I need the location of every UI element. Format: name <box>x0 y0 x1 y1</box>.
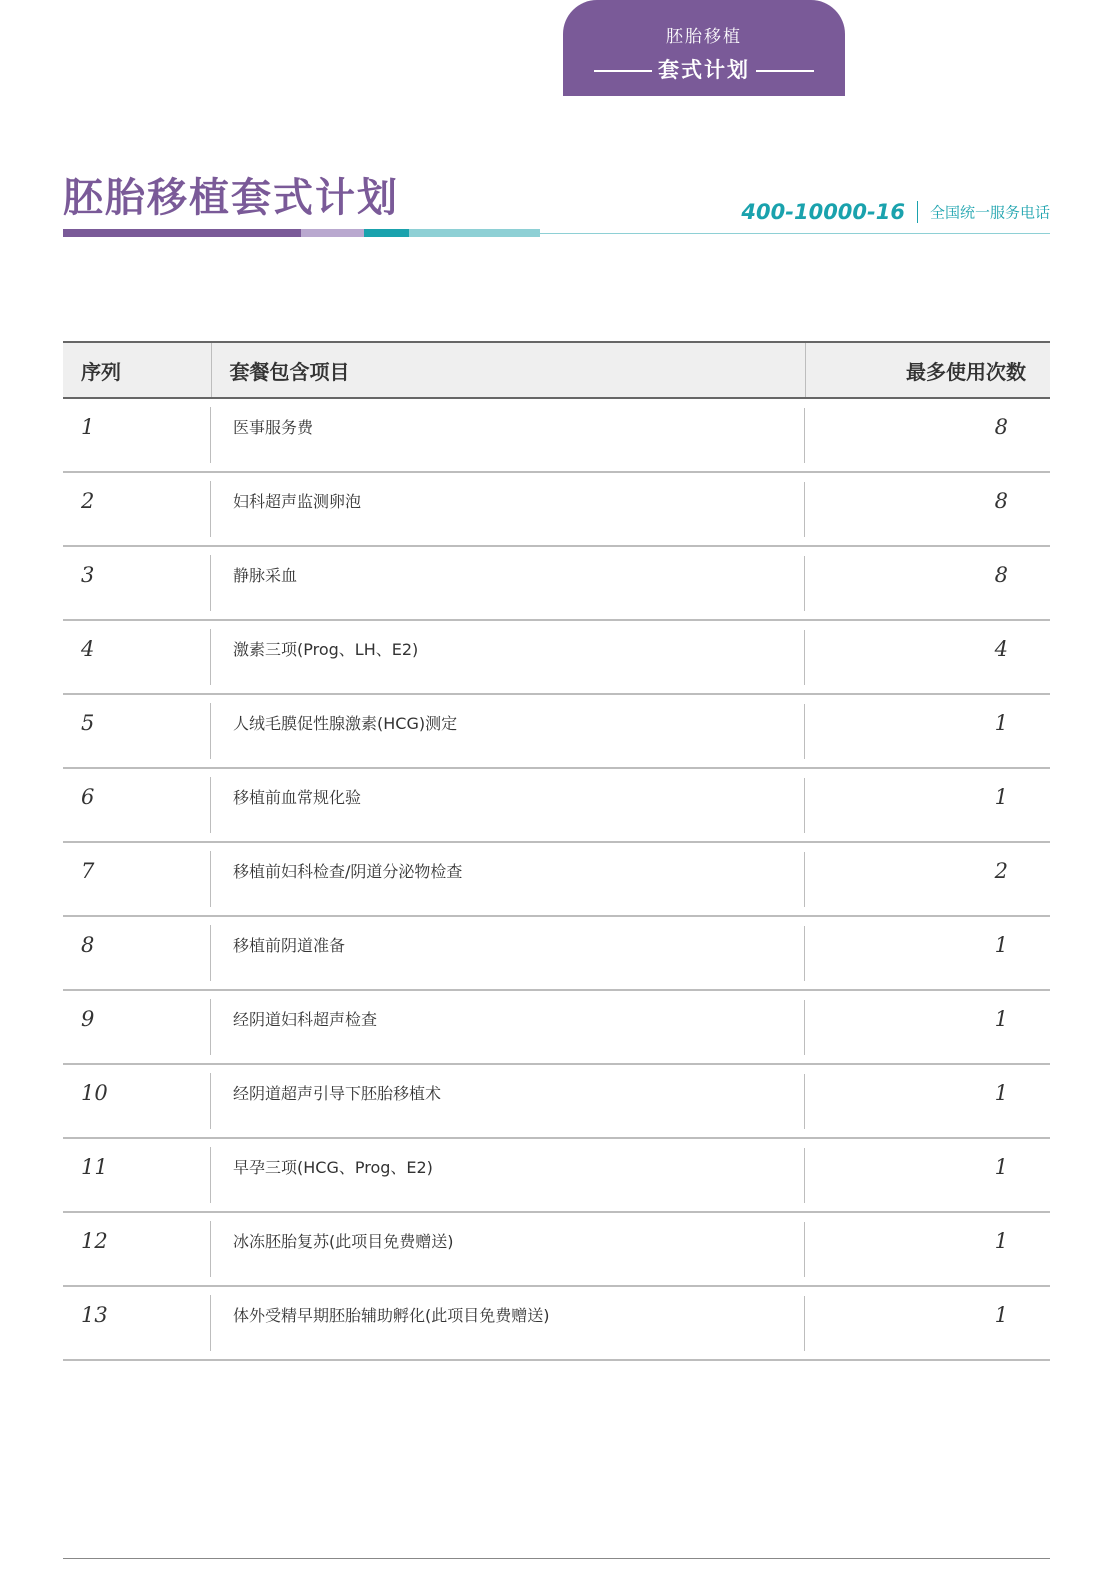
cell-count <box>805 546 1050 620</box>
title-underline-thin <box>540 233 1050 234</box>
cell-sequence-text: 12 <box>63 1213 211 1285</box>
cell-sequence-text: 2 <box>63 473 211 545</box>
cell-count-text: 1 <box>994 933 1008 957</box>
header-tab-line1: 胚胎移植 <box>666 27 742 47</box>
cell-count-text: 1 <box>994 711 1008 735</box>
cell-item-text: 早孕三项(HCG、Prog、E2) <box>211 1140 805 1211</box>
table-row <box>63 990 1050 1064</box>
cell-count-text: 1 <box>994 1007 1008 1031</box>
cell-item <box>211 1138 805 1212</box>
table-body <box>63 398 1050 1360</box>
cell-item-text: 激素三项(Prog、LH、E2) <box>211 622 805 693</box>
table-row <box>63 1138 1050 1212</box>
title-underline-lavender <box>301 229 364 237</box>
table-row <box>63 398 1050 472</box>
cell-item-text: 经阴道超声引导下胚胎移植术 <box>211 1066 805 1137</box>
cell-item <box>211 398 805 472</box>
cell-item-text: 移植前阴道准备 <box>211 918 805 989</box>
cell-item <box>211 916 805 990</box>
cell-item <box>211 546 805 620</box>
cell-sequence <box>63 1064 211 1138</box>
hotline <box>741 200 1050 224</box>
cell-count-text: 1 <box>994 1081 1008 1105</box>
cell-sequence <box>63 398 211 472</box>
cell-count <box>805 694 1050 768</box>
cell-sequence-text: 6 <box>63 769 211 841</box>
cell-item <box>211 620 805 694</box>
cell-sequence <box>63 620 211 694</box>
cell-sequence-text: 8 <box>63 917 211 989</box>
cell-count <box>805 842 1050 916</box>
cell-item <box>211 842 805 916</box>
cell-sequence-text: 13 <box>63 1287 211 1359</box>
cell-item-text: 冰冻胚胎复苏(此项目免费赠送) <box>211 1214 805 1285</box>
cell-count <box>805 472 1050 546</box>
cell-count <box>805 990 1050 1064</box>
table-row <box>63 916 1050 990</box>
cell-item <box>211 1286 805 1360</box>
cell-count-text: 8 <box>994 563 1008 587</box>
cell-sequence-text: 3 <box>63 547 211 619</box>
cell-count <box>805 1286 1050 1360</box>
cell-count-text: 1 <box>994 1155 1008 1179</box>
title-underline-light-teal <box>409 229 540 237</box>
cell-item <box>211 694 805 768</box>
cell-sequence <box>63 1286 211 1360</box>
table-row <box>63 694 1050 768</box>
cell-item-text: 移植前妇科检查/阴道分泌物检查 <box>211 844 805 915</box>
table-row <box>63 1212 1050 1286</box>
cell-item-text: 移植前血常规化验 <box>211 770 805 841</box>
table-row <box>63 1064 1050 1138</box>
cell-item <box>211 1064 805 1138</box>
cell-count <box>805 398 1050 472</box>
cell-item <box>211 472 805 546</box>
cell-item <box>211 768 805 842</box>
table-row <box>63 546 1050 620</box>
footer-rule <box>63 1558 1050 1559</box>
cell-count <box>805 916 1050 990</box>
cell-sequence <box>63 916 211 990</box>
cell-sequence-text: 4 <box>63 621 211 693</box>
header-tab <box>563 0 845 96</box>
table-header-row <box>63 342 1050 398</box>
header-tab-line2 <box>563 54 845 84</box>
cell-sequence-text: 7 <box>63 843 211 915</box>
table-row <box>63 1286 1050 1360</box>
title-underline-teal <box>364 229 409 237</box>
hotline-number: 400-10000-16 <box>741 200 905 224</box>
cell-item-text: 体外受精早期胚胎辅助孵化(此项目免费赠送) <box>211 1288 805 1359</box>
cell-sequence <box>63 842 211 916</box>
hotline-separator <box>917 201 918 223</box>
cell-count <box>805 768 1050 842</box>
page-title: 胚胎移植套式计划 <box>63 175 399 221</box>
cell-sequence <box>63 1212 211 1286</box>
table-row <box>63 620 1050 694</box>
dash-right <box>756 70 814 72</box>
cell-count <box>805 1138 1050 1212</box>
header-tab-line2-text: 套式计划 <box>658 58 750 82</box>
cell-sequence <box>63 472 211 546</box>
hotline-label: 全国统一服务电话 <box>929 203 1050 222</box>
title-underline-purple <box>63 229 301 237</box>
header-items: 套餐包含项目 <box>211 342 805 398</box>
cell-sequence <box>63 694 211 768</box>
cell-sequence-text: 1 <box>63 399 211 471</box>
cell-sequence-text: 10 <box>63 1065 211 1137</box>
header-max-count: 最多使用次数 <box>805 342 1050 398</box>
cell-item-text: 妇科超声监测卵泡 <box>211 474 805 545</box>
dash-left <box>594 70 652 72</box>
cell-count <box>805 1212 1050 1286</box>
cell-item-text: 人绒毛膜促性腺激素(HCG)测定 <box>211 696 805 767</box>
cell-item-text: 医事服务费 <box>211 400 805 471</box>
cell-count-text: 1 <box>994 785 1008 809</box>
cell-sequence <box>63 1138 211 1212</box>
cell-item <box>211 1212 805 1286</box>
cell-count-text: 2 <box>994 859 1008 883</box>
table-row <box>63 842 1050 916</box>
header-sequence: 序列 <box>63 342 211 398</box>
table-row <box>63 472 1050 546</box>
cell-sequence <box>63 546 211 620</box>
cell-sequence-text: 9 <box>63 991 211 1063</box>
cell-count <box>805 1064 1050 1138</box>
cell-item-text: 静脉采血 <box>211 548 805 619</box>
cell-count <box>805 620 1050 694</box>
cell-count-text: 8 <box>994 415 1008 439</box>
cell-sequence-text: 5 <box>63 695 211 767</box>
table-row <box>63 768 1050 842</box>
cell-sequence <box>63 768 211 842</box>
cell-count-text: 4 <box>994 637 1008 661</box>
cell-count-text: 1 <box>994 1303 1008 1327</box>
cell-sequence-text: 11 <box>63 1139 211 1211</box>
cell-item-text: 经阴道妇科超声检查 <box>211 992 805 1063</box>
cell-count-text: 1 <box>994 1229 1008 1253</box>
cell-item <box>211 990 805 1064</box>
plan-table <box>63 341 1050 1361</box>
cell-count-text: 8 <box>994 489 1008 513</box>
cell-sequence <box>63 990 211 1064</box>
